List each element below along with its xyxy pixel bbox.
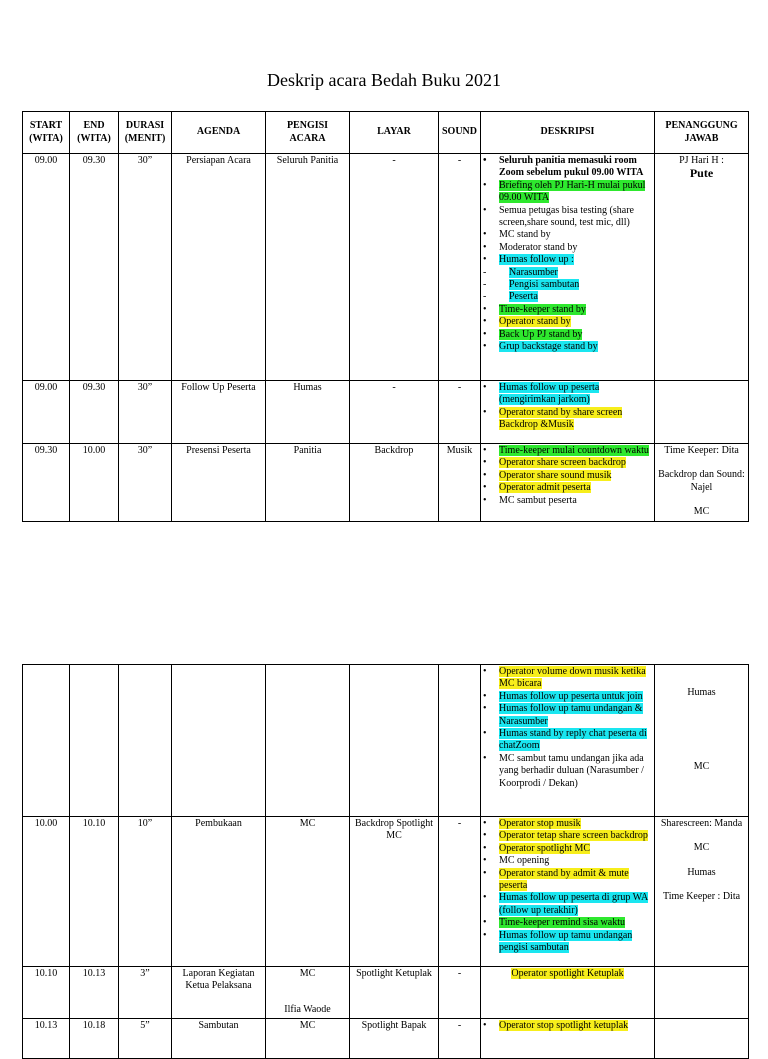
cell-pj bbox=[655, 381, 749, 444]
cell-agenda bbox=[172, 665, 266, 817]
list-item bbox=[493, 917, 652, 929]
list-item bbox=[493, 930, 652, 955]
list-item bbox=[493, 407, 652, 432]
cell-deskripsi bbox=[481, 1019, 655, 1059]
cell-sound: - bbox=[439, 381, 481, 444]
schedule-table-1 bbox=[22, 111, 749, 522]
pj-name: Pute bbox=[689, 166, 714, 181]
header-layar: LAYAR bbox=[350, 112, 439, 154]
cell-layar: Spotlight Bapak bbox=[350, 1019, 439, 1059]
highlight-text: Operator admit peserta bbox=[499, 482, 591, 494]
cell-layar: Backdrop bbox=[350, 444, 439, 522]
cell-agenda: Follow Up Peserta bbox=[172, 381, 266, 444]
cell-end: 09.30 bbox=[70, 381, 119, 444]
cell-pengisi: Humas bbox=[266, 381, 350, 444]
cell-pengisi bbox=[266, 967, 350, 1019]
list-item bbox=[493, 868, 652, 893]
cell-start: 10.13 bbox=[23, 1019, 70, 1059]
highlight-text: Pengisi sambutan bbox=[509, 279, 580, 291]
highlight-text: Humas follow up tamu undangan pengisi sambutan bbox=[499, 929, 633, 954]
cell-sound: - bbox=[439, 1019, 481, 1059]
cell-durasi: 5” bbox=[119, 1019, 172, 1059]
list-item bbox=[493, 892, 652, 917]
highlight-text: Operator tetap share screen backdrop bbox=[499, 830, 648, 842]
pj-line: Humas bbox=[687, 687, 716, 698]
list-item bbox=[493, 818, 652, 830]
highlight-text: Time-keeper mulai countdown waktu bbox=[499, 445, 649, 456]
cell-end: 10.10 bbox=[70, 817, 119, 967]
highlight-text: Peserta bbox=[509, 291, 538, 303]
sub-list-item bbox=[493, 291, 652, 303]
cell-deskripsi bbox=[481, 444, 655, 522]
list-item: • MC opening bbox=[493, 855, 652, 867]
cell-sound bbox=[439, 665, 481, 817]
cell-pj bbox=[655, 665, 749, 817]
cell-agenda: Presensi Peserta bbox=[172, 444, 266, 522]
highlight-text: Briefing oleh PJ Hari-H mulai pukul 09.00 WITA bbox=[499, 179, 646, 204]
pj-line: Sharescreen: Manda bbox=[660, 818, 743, 829]
cell-end: 10.18 bbox=[70, 1019, 119, 1059]
highlight-text: Humas follow up : bbox=[499, 254, 574, 266]
highlight-text: Operator stand by share screen Backdrop &Musik bbox=[499, 406, 623, 431]
cell-agenda: Sambutan bbox=[172, 1019, 266, 1059]
cell-agenda: Pembukaan bbox=[172, 817, 266, 967]
cell-pengisi bbox=[266, 665, 350, 817]
cell-pj bbox=[655, 817, 749, 967]
table-row bbox=[23, 817, 749, 967]
highlight-text: Humas stand by reply chat peserta di chatZoom bbox=[499, 728, 647, 752]
pj-line: MC bbox=[693, 506, 710, 518]
header-durasi: DURASI (MENIT) bbox=[119, 112, 172, 154]
sub-list-item bbox=[493, 267, 652, 279]
desc-list bbox=[483, 382, 652, 432]
highlight-text: Operator stand by admit & mute peserta bbox=[499, 867, 629, 892]
table-row bbox=[23, 381, 749, 444]
list-item bbox=[493, 830, 652, 842]
highlight-text: Humas follow up peserta (mengirimkan jarkom) bbox=[499, 382, 600, 406]
schedule-table-2 bbox=[22, 664, 749, 1059]
sub-list-item bbox=[493, 279, 652, 291]
highlight-text: Operator spotlight MC bbox=[499, 842, 591, 854]
pj-line: Time Keeper : Dita bbox=[662, 891, 741, 903]
cell-durasi: 30” bbox=[119, 154, 172, 381]
cell-deskripsi bbox=[481, 817, 655, 967]
cell-deskripsi bbox=[481, 154, 655, 381]
header-pengisi: PENGISI ACARA bbox=[266, 112, 350, 154]
cell-pengisi: Panitia bbox=[266, 444, 350, 522]
header-end: END (WITA) bbox=[70, 112, 119, 154]
cell-durasi: 30” bbox=[119, 444, 172, 522]
cell-agenda: Persiapan Acara bbox=[172, 154, 266, 381]
cell-sound: Musik bbox=[439, 444, 481, 522]
list-item: • Seluruh panitia memasuki room Zoom sebelum pukul 09.00 WITA bbox=[493, 155, 652, 180]
list-item bbox=[493, 728, 652, 753]
list-item bbox=[493, 254, 652, 266]
cell-start: 10.10 bbox=[23, 967, 70, 1019]
pengisi-line: MC bbox=[299, 968, 316, 979]
header-start: START (WITA) bbox=[23, 112, 70, 154]
table-row bbox=[23, 444, 749, 522]
cell-layar: Backdrop Spotlight MC bbox=[350, 817, 439, 967]
list-item bbox=[493, 316, 652, 328]
cell-deskripsi bbox=[481, 967, 655, 1019]
list-item bbox=[493, 666, 652, 691]
desc-list bbox=[483, 1020, 652, 1032]
list-item bbox=[493, 843, 652, 855]
cell-layar bbox=[350, 665, 439, 817]
list-item bbox=[493, 382, 652, 407]
desc-list bbox=[483, 818, 652, 954]
list-item bbox=[493, 457, 652, 469]
list-item bbox=[493, 482, 652, 494]
header-sound: SOUND bbox=[439, 112, 481, 154]
highlight-text: Operator stop musik bbox=[499, 818, 581, 829]
cell-start: 10.00 bbox=[23, 817, 70, 967]
cell-agenda: Laporan Kegiatan Ketua Pelaksana bbox=[172, 967, 266, 1019]
cell-layar: - bbox=[350, 381, 439, 444]
list-item bbox=[493, 341, 652, 353]
cell-pengisi: MC bbox=[266, 1019, 350, 1059]
list-item bbox=[493, 470, 652, 482]
cell-pj bbox=[655, 444, 749, 522]
header-deskripsi: DESKRIPSI bbox=[481, 112, 655, 154]
cell-durasi: 3” bbox=[119, 967, 172, 1019]
highlight-text: Operator share sound musik bbox=[499, 469, 612, 481]
highlight-text: Time-keeper remind sisa waktu bbox=[499, 917, 625, 929]
cell-end: 09.30 bbox=[70, 154, 119, 381]
cell-sound: - bbox=[439, 817, 481, 967]
list-item bbox=[493, 445, 652, 457]
list-item: • MC stand by bbox=[493, 229, 652, 241]
cell-deskripsi bbox=[481, 665, 655, 817]
highlight-text: Grup backstage stand by bbox=[499, 341, 598, 353]
cell-start: 09.30 bbox=[23, 444, 70, 522]
list-item bbox=[493, 703, 652, 728]
pj-line: MC bbox=[693, 761, 710, 773]
list-item bbox=[493, 180, 652, 205]
desc-list bbox=[483, 445, 652, 507]
cell-sound: - bbox=[439, 154, 481, 381]
highlight-text: Operator share screen backdrop bbox=[499, 457, 626, 469]
header-agenda: AGENDA bbox=[172, 112, 266, 154]
cell-start: 09.00 bbox=[23, 381, 70, 444]
desc-list bbox=[483, 155, 652, 354]
cell-start: 09.00 bbox=[23, 154, 70, 381]
highlight-text: Humas follow up peserta di grup WA (follow up terakhir) bbox=[499, 892, 649, 916]
cell-pj bbox=[655, 1019, 749, 1059]
desc-list bbox=[483, 666, 652, 790]
cell-durasi bbox=[119, 665, 172, 817]
list-item: • MC sambut peserta bbox=[493, 495, 652, 507]
cell-end: 10.13 bbox=[70, 967, 119, 1019]
list-item bbox=[493, 304, 652, 316]
cell-pj bbox=[655, 967, 749, 1019]
document-title: Deskrip acara Bedah Buku 2021 bbox=[267, 70, 501, 90]
highlight-text: Operator volume down musik ketika MC bicara bbox=[499, 666, 646, 690]
cell-durasi: 10” bbox=[119, 817, 172, 967]
pengisi-line: Ilfia Waode bbox=[284, 1004, 331, 1016]
list-item: • Moderator stand by bbox=[493, 242, 652, 254]
cell-end: 10.00 bbox=[70, 444, 119, 522]
table-row bbox=[23, 1019, 749, 1059]
cell-layar: - bbox=[350, 154, 439, 381]
cell-pengisi: Seluruh Panitia bbox=[266, 154, 350, 381]
list-item bbox=[493, 691, 652, 703]
cell-deskripsi bbox=[481, 381, 655, 444]
cell-pengisi: MC bbox=[266, 817, 350, 967]
highlight-text: Humas follow up tamu undangan & Narasumber bbox=[499, 703, 643, 727]
list-item bbox=[493, 329, 652, 341]
header-row bbox=[23, 112, 749, 154]
pj-line: Backdrop dan Sound: Najel bbox=[658, 469, 745, 493]
cell-pj bbox=[655, 154, 749, 381]
table-row bbox=[23, 154, 749, 381]
highlight-text: Time-keeper stand by bbox=[499, 303, 586, 315]
highlight-text: Back Up PJ stand by bbox=[499, 328, 583, 340]
pj-label: PJ Hari H : bbox=[679, 155, 724, 166]
highlight-text: Operator stand by bbox=[499, 316, 571, 328]
cell-layar: Spotlight Ketuplak bbox=[350, 967, 439, 1019]
highlight-text: Operator stop spotlight ketuplak bbox=[499, 1020, 629, 1031]
pj-line: MC bbox=[693, 842, 710, 854]
cell-start bbox=[23, 665, 70, 817]
list-item bbox=[493, 1020, 652, 1032]
table-row bbox=[23, 967, 749, 1019]
header-pj: PENANGGUNG JAWAB bbox=[655, 112, 749, 154]
table-row bbox=[23, 665, 749, 817]
list-item: • Semua petugas bisa testing (share screen,share sound, test mic, dll) bbox=[493, 205, 652, 230]
pj-line: Humas bbox=[687, 866, 716, 878]
pj-line: Time Keeper: Dita bbox=[664, 445, 739, 456]
cell-durasi: 30” bbox=[119, 381, 172, 444]
cell-sound: - bbox=[439, 967, 481, 1019]
cell-end bbox=[70, 665, 119, 817]
highlight-text: Narasumber bbox=[509, 266, 558, 278]
list-item: • MC sambut tamu undangan jika ada yang berhadir duluan (Narasumber / Koorprodi / Dekan) bbox=[493, 753, 652, 790]
highlight-text: Operator spotlight Ketuplak bbox=[511, 968, 624, 979]
highlight-text: Humas follow up peserta untuk join bbox=[499, 690, 643, 702]
